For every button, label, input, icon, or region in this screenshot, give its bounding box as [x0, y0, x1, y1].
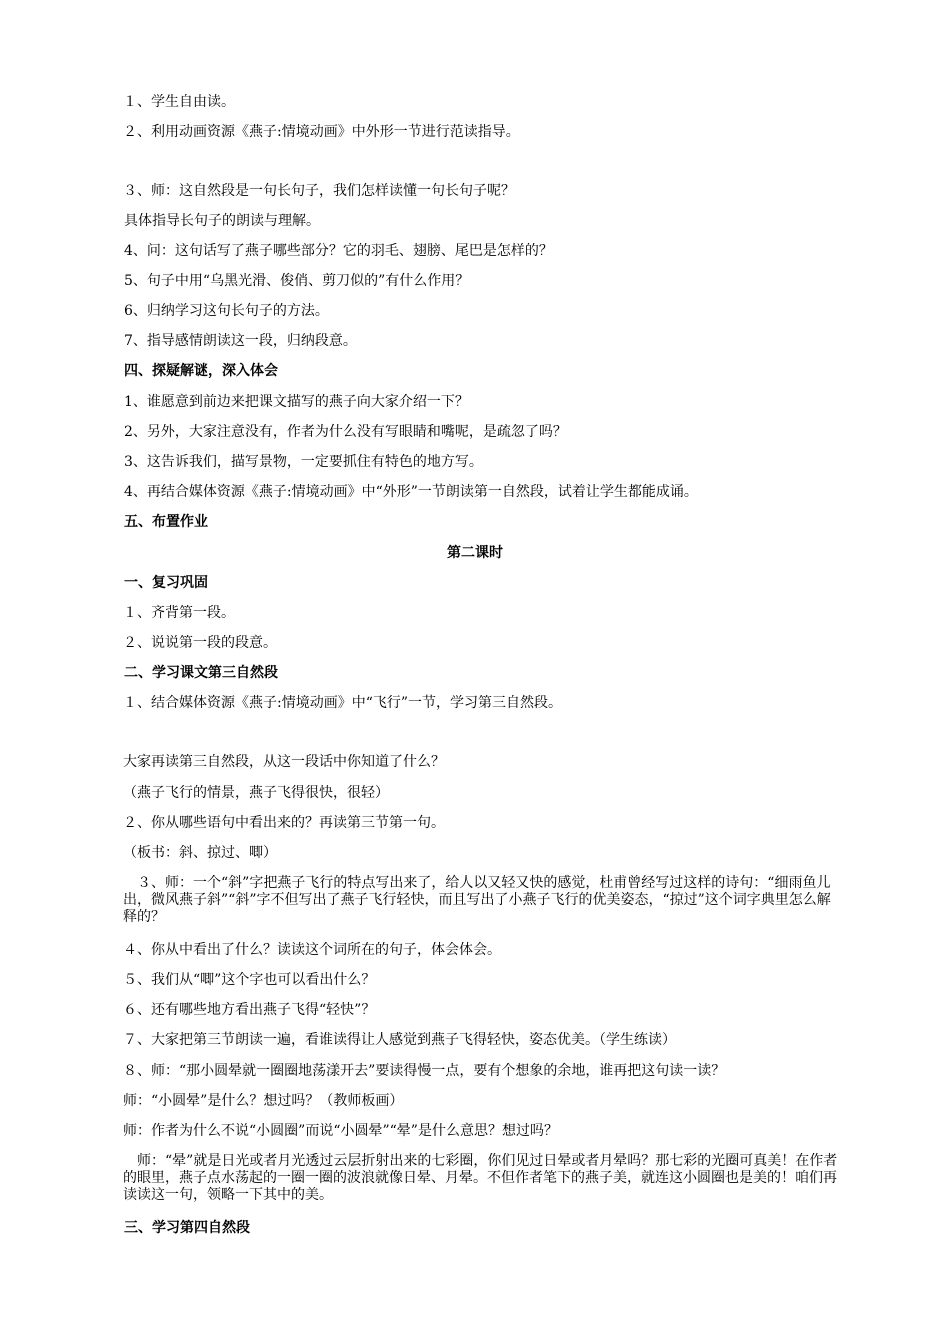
lesson-title: 第二课时: [447, 545, 503, 561]
text-line: 师：“小圆晕”是什么？想过吗？（教师板画）: [123, 1093, 404, 1109]
section-heading: 四、探疑解谜，深入体会: [124, 363, 278, 379]
text-line: （板书：斜、掠过、唧）: [123, 845, 277, 861]
list-item: 4、再结合媒体资源《燕子:情境动画》中“外形”一节朗读第一自然段，试着让学生都能成诵。: [124, 484, 698, 500]
paragraph: 师：“晕”就是日光或者月光透过云层折射出来的七彩圈，你们见过日晕或者月晕吗？那七彩的光圈可真美！在作者的眼里，燕子点水荡起的一圈一圈的波浪就像日晕、月晕。不但作者笔下的燕子美，就连这小圆圈也是美的！咱们再读读这一句，领略一下其中的美。: [123, 1153, 838, 1203]
list-item: ４、你从中看出了什么？读读这个词所在的句子，体会体会。: [123, 942, 501, 958]
list-item: ２、利用动画资源《燕子:情境动画》中外形一节进行范读指导。: [123, 124, 520, 140]
section-heading: 二、学习课文第三自然段: [124, 665, 278, 681]
list-item: ８、师：“那小圆晕就一圈圈地荡漾开去”要读得慢一点，要有个想象的余地，谁再把这句读一读？: [123, 1063, 726, 1079]
list-item: 7、指导感情朗读这一段，归纳段意。: [124, 333, 357, 349]
list-item: ７、大家把第三节朗读一遍，看谁读得让人感觉到燕子飞得轻快，姿态优美。（学生练读）: [123, 1032, 676, 1048]
list-item: 1、谁愿意到前边来把课文描写的燕子向大家介绍一下？: [124, 394, 469, 410]
text-line: （燕子飞行的情景，燕子飞得很快，很轻）: [123, 785, 389, 801]
list-item: 6、归纳学习这句长句子的方法。: [124, 303, 329, 319]
list-item: ６、还有哪些地方看出燕子飞得“轻快”？: [123, 1002, 376, 1018]
list-item: ３、师：这自然段是一句长句子，我们怎样读懂一句长句子呢？: [123, 183, 515, 199]
list-item: １、结合媒体资源《燕子:情境动画》中“飞行”一节，学习第三自然段。: [123, 695, 563, 711]
list-item: １、齐背第一段。: [123, 605, 235, 621]
section-heading: 五、布置作业: [124, 514, 208, 530]
paragraph: ３、师：一个“斜”字把燕子飞行的特点写出来了，给人以又轻又快的感觉，杜甫曾经写过这样的诗句：“细雨鱼儿出，微风燕子斜”“斜”字不但写出了燕子飞行轻快，而且写出了小燕子飞行的优美姿态，“掠过”这个词字典里怎么解释的？: [123, 875, 831, 925]
section-heading: 一、复习巩固: [124, 575, 208, 591]
list-item: ５、我们从“唧”这个字也可以看出什么？: [123, 972, 376, 988]
list-item: 3、这告诉我们，描写景物，一定要抓住有特色的地方写。: [124, 454, 483, 470]
list-item: ２、说说第一段的段意。: [123, 635, 277, 651]
list-item: ２、你从哪些语句中看出来的？再读第三节第一句。: [123, 815, 445, 831]
list-item: １、学生自由读。: [123, 94, 235, 110]
list-item: 5、句子中用“乌黑光滑、俊俏、剪刀似的”有什么作用？: [124, 273, 470, 289]
section-heading: 三、学习第四自然段: [124, 1220, 250, 1236]
text-line: 大家再读第三自然段，从这一段话中你知道了什么？: [123, 754, 445, 770]
list-item: 4、问：这句话写了燕子哪些部分？它的羽毛、翅膀、尾巴是怎样的？: [124, 243, 553, 259]
list-item: 2、另外，大家注意没有，作者为什么没有写眼睛和嘴呢，是疏忽了吗？: [124, 424, 567, 440]
text-line: 师：作者为什么不说“小圆圈”而说“小圆晕”“晕”是什么意思？想过吗？: [123, 1123, 558, 1139]
text-line: 具体指导长句子的朗读与理解。: [124, 213, 320, 229]
